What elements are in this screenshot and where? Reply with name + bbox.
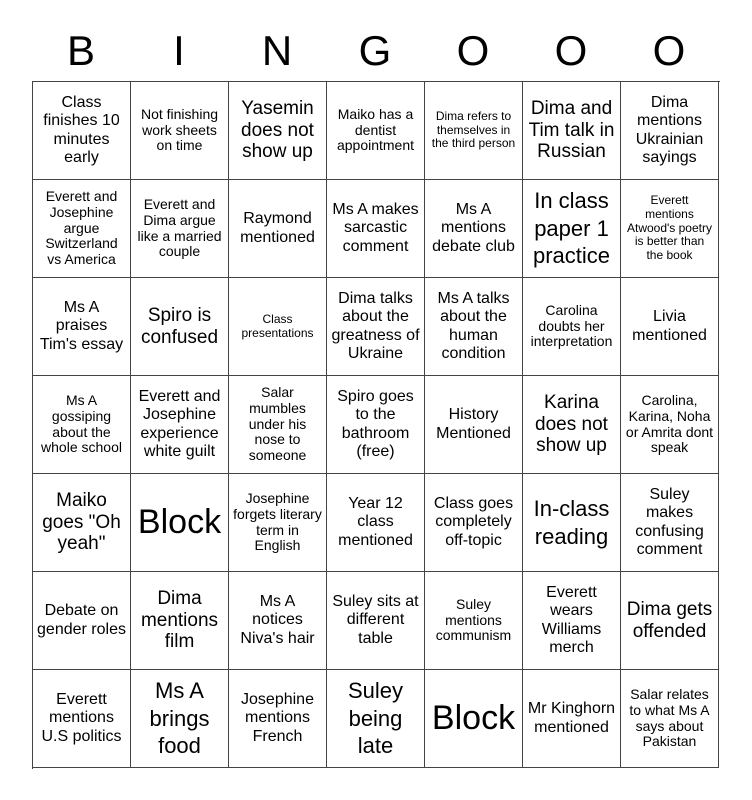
bingo-cell[interactable]: Ms A praises Tim's essay [33, 278, 131, 376]
bingo-cell[interactable]: Josephine mentions French [229, 670, 327, 768]
bingo-cell[interactable]: Dima mentions Ukrainian sayings [621, 82, 719, 180]
bingo-cell[interactable]: Ms A mentions debate club [425, 180, 523, 278]
bingo-cell[interactable]: Carolina doubts her interpretation [523, 278, 621, 376]
bingo-cell[interactable]: In-class reading [523, 474, 621, 572]
bingo-cell[interactable]: Dima and Tim talk in Russian [523, 82, 621, 180]
header-letter-b: B [66, 27, 95, 74]
bingo-cell[interactable]: Dima refers to themselves in the third person [425, 82, 523, 180]
bingo-cell[interactable]: Ms A brings food [131, 670, 229, 768]
header-letter-o: O [456, 27, 490, 74]
bingo-cell[interactable]: Ms A makes sarcastic comment [327, 180, 425, 278]
bingo-cell[interactable]: Livia mentioned [621, 278, 719, 376]
bingo-cell[interactable]: Class presentations [229, 278, 327, 376]
bingo-cell[interactable]: Everett wears Williams merch [523, 572, 621, 670]
bingo-cell[interactable]: Ms A talks about the human condition [425, 278, 523, 376]
bingo-cell[interactable]: Not finishing work sheets on time [131, 82, 229, 180]
bingo-cell[interactable]: Class goes completely off-topic [425, 474, 523, 572]
bingo-cell[interactable]: Maiko goes "Oh yeah" [33, 474, 131, 572]
header-letter-o: O [652, 27, 686, 74]
bingo-cell[interactable]: Spiro is confused [131, 278, 229, 376]
bingo-cell[interactable]: Karina does not show up [523, 376, 621, 474]
bingo-cell[interactable]: Everett mentions Atwood's poetry is better than the book [621, 180, 719, 278]
bingo-cell[interactable]: Everett mentions U.S politics [33, 670, 131, 768]
bingo-board [32, 81, 720, 769]
header-letter-i: I [173, 27, 185, 74]
bingo-cell[interactable]: Year 12 class mentioned [327, 474, 425, 572]
bingo-cell[interactable]: Salar mumbles under his nose to someone [229, 376, 327, 474]
bingo-cell[interactable]: Class finishes 10 minutes early [33, 82, 131, 180]
header-letter-n: N [261, 27, 293, 74]
bingo-cell[interactable]: Debate on gender roles [33, 572, 131, 670]
bingo-cell[interactable]: Ms A notices Niva's hair [229, 572, 327, 670]
bingo-cell[interactable]: Suley being late [327, 670, 425, 768]
bingo-cell[interactable]: Suley makes confusing comment [621, 474, 719, 572]
bingo-cell[interactable]: Yasemin does not show up [229, 82, 327, 180]
free-block-cell[interactable]: Block [425, 670, 523, 768]
bingo-cell[interactable]: Dima gets offended [621, 572, 719, 670]
bingo-cell[interactable]: Josephine forgets literary term in English [229, 474, 327, 572]
bingo-cell[interactable]: In class paper 1 practice [523, 180, 621, 278]
free-block-cell[interactable]: Block [131, 474, 229, 572]
header-letter-g: G [358, 27, 392, 74]
header-letter-o: O [554, 27, 588, 74]
bingo-cell[interactable]: Dima talks about the greatness of Ukraine [327, 278, 425, 376]
bingo-cell[interactable]: Suley sits at different table [327, 572, 425, 670]
bingo-cell[interactable]: Suley mentions communism [425, 572, 523, 670]
bingo-cell[interactable]: History Mentioned [425, 376, 523, 474]
bingo-cell[interactable]: Spiro goes to the bathroom (free) [327, 376, 425, 474]
bingo-cell[interactable]: Salar relates to what Ms A says about Pakistan [621, 670, 719, 768]
bingo-cell[interactable]: Dima mentions film [131, 572, 229, 670]
bingo-cell[interactable]: Everett and Josephine argue Switzerland vs America [33, 180, 131, 278]
bingo-cell[interactable]: Raymond mentioned [229, 180, 327, 278]
bingo-cell[interactable]: Mr Kinghorn mentioned [523, 670, 621, 768]
bingo-cell[interactable]: Carolina, Karina, Noha or Amrita dont speak [621, 376, 719, 474]
bingo-cell[interactable]: Everett and Josephine experience white guilt [131, 376, 229, 474]
bingo-cell[interactable]: Everett and Dima argue like a married couple [131, 180, 229, 278]
bingo-cell[interactable]: Ms A gossiping about the whole school [33, 376, 131, 474]
bingo-header [32, 20, 718, 82]
bingo-cell[interactable]: Maiko has a dentist appointment [327, 82, 425, 180]
